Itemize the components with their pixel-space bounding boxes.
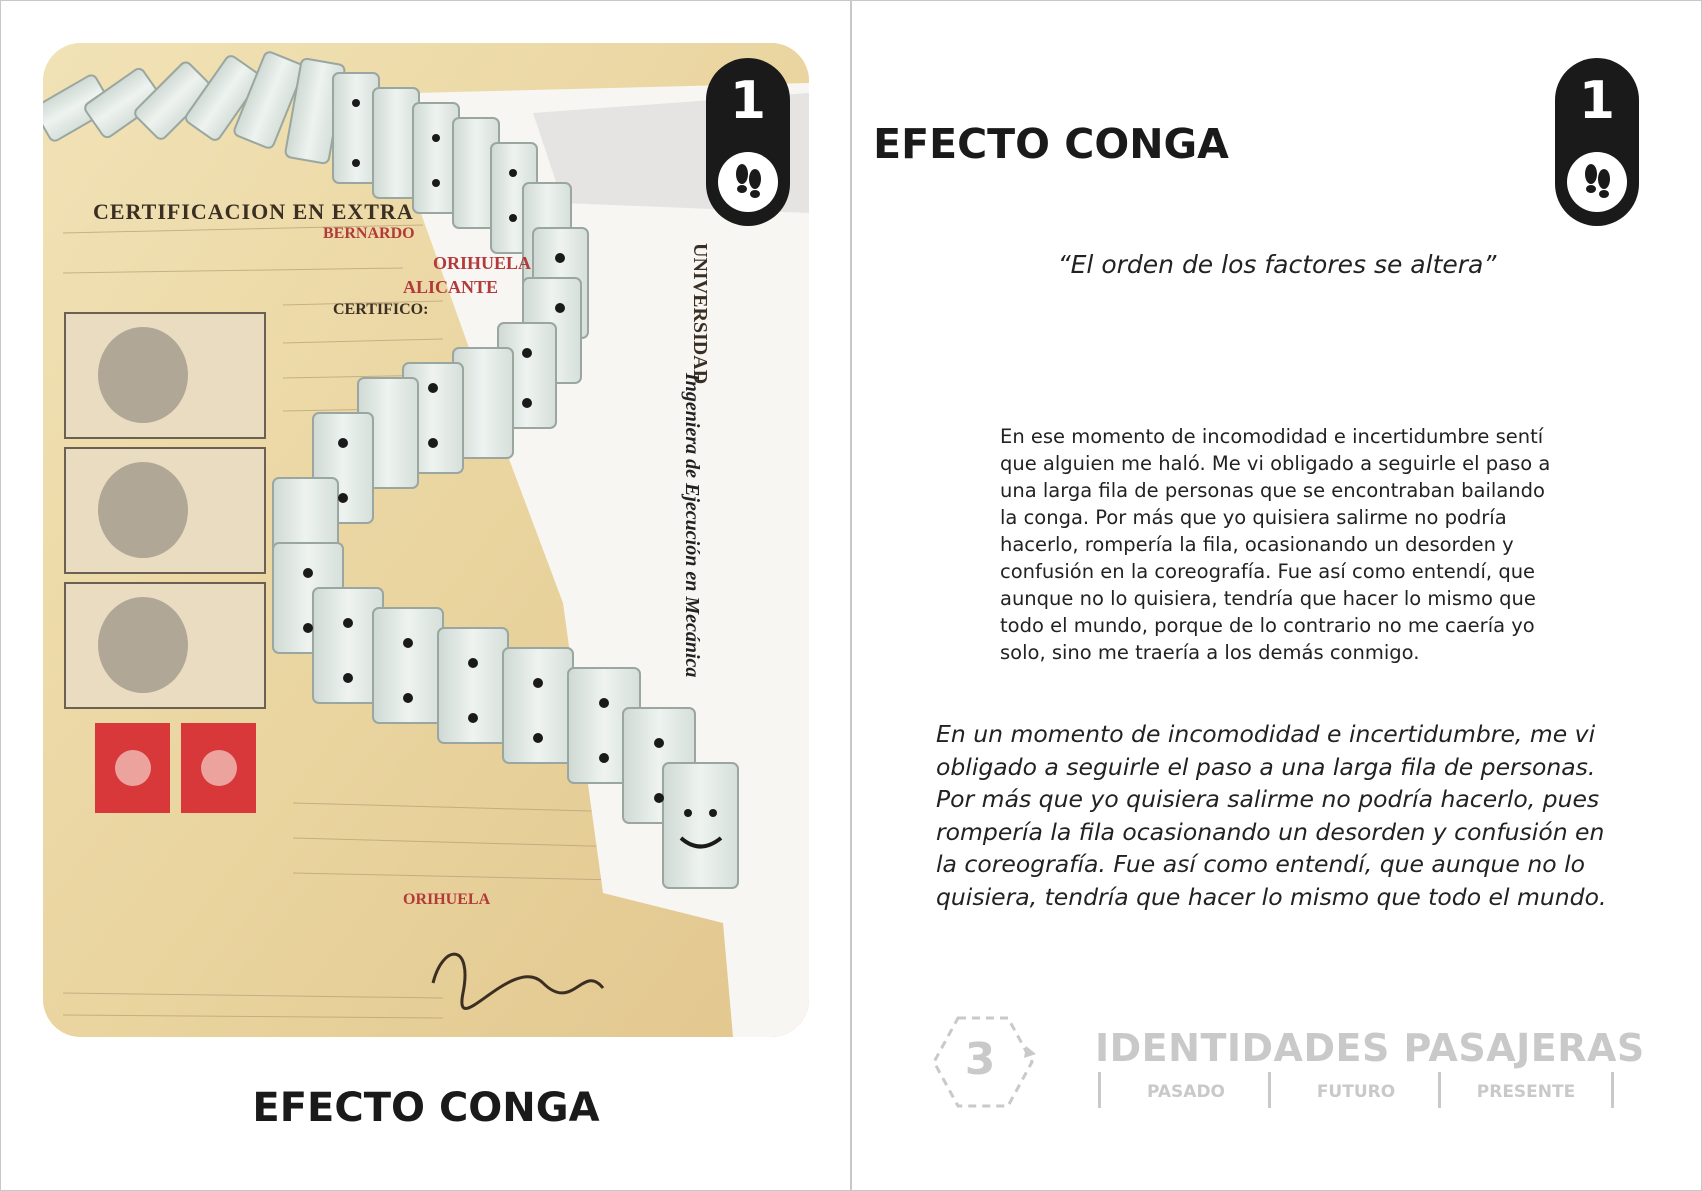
document-bottom-city: ORIHUELA xyxy=(403,891,491,908)
footprints-icon xyxy=(718,152,778,212)
level-badge-right xyxy=(1555,58,1639,226)
document-province: ALICANTE xyxy=(403,277,499,297)
hexagon-number-badge xyxy=(930,1012,1042,1112)
card-divider xyxy=(850,0,852,1191)
tab-futuro xyxy=(1268,1072,1441,1108)
footprints-icon xyxy=(1567,152,1627,212)
badge-number: 1 xyxy=(729,71,767,131)
diploma-university: UNIVERSIDAD xyxy=(689,243,711,385)
document-title: CERTIFICACION EN EXTRA xyxy=(93,199,414,224)
document-city: ORIHUELA xyxy=(433,253,532,273)
card-summary: En un momento de incomodidad e incertidumbre, me vi obligado a seguirle el paso a una larga fila de personas. Por más que yo quisiera salirme no podría hacerlo, pues rompería la fila ocasionando un desorden y confusión en la coreografía. Fue así como entendí, que aunque no lo quisiera, tendría que hacer lo mismo que todo el mundo. xyxy=(936,720,1607,911)
hexagon-number: 3 xyxy=(964,1034,996,1085)
card-artwork xyxy=(43,43,809,1037)
document-certifico: CERTIFICO: xyxy=(333,301,429,318)
card-title-right: EFECTO CONGA xyxy=(873,120,1229,168)
diploma-title: Ingeniera de Ejecución en Mecánica xyxy=(681,373,703,678)
tab-pasado xyxy=(1098,1072,1271,1108)
document-name: BERNARDO xyxy=(323,225,415,242)
series-title: IDENTIDADES PASAJERAS xyxy=(1095,1026,1645,1070)
tab-label: FUTURO xyxy=(1316,1082,1396,1102)
card-description: En ese momento de incomodidad e incertidumbre sentí que alguien me haló. Me vi obligado a seguirle el paso a una larga fila de personas que se encontraban bailando la conga. Por más que yo quisiera salirme no podría hacerlo, rompería la fila, ocasionando un desorden y confusión en la coreografía. Fue así como entendí, que aunque no lo quisiera, tendría que hacer lo mismo que todo el mundo, porque de lo contrario no me caería yo solo, sino me traería a los demás conmigo. xyxy=(1000,425,1551,664)
badge-number: 1 xyxy=(1578,71,1616,131)
series-footer xyxy=(930,1012,1645,1112)
tab-label: PASADO xyxy=(1146,1082,1226,1102)
tab-label: PRESENTE xyxy=(1476,1082,1576,1102)
tab-presente xyxy=(1438,1072,1614,1108)
card-title-left: EFECTO CONGA xyxy=(252,1085,600,1131)
timeline-tabs xyxy=(1098,1072,1618,1112)
card-quote: “El orden de los factores se altera” xyxy=(1057,250,1497,279)
